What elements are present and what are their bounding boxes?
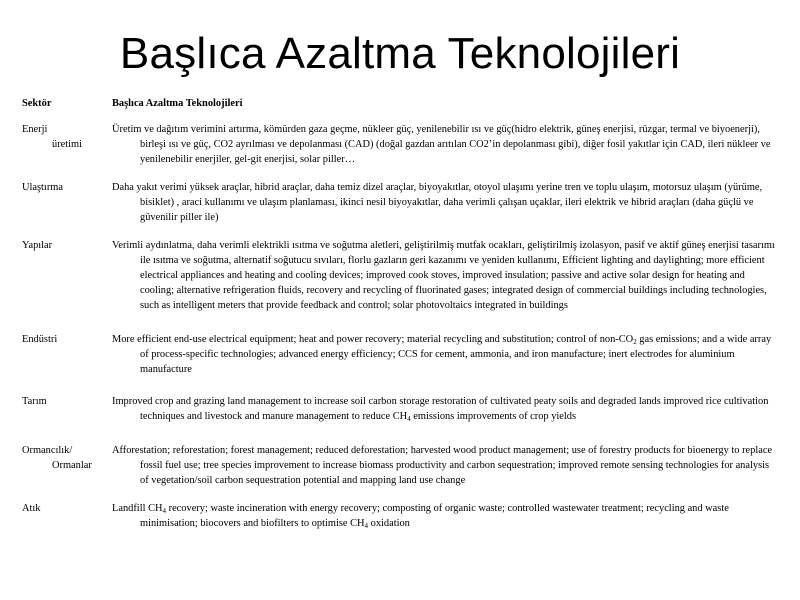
technologies-cell [112, 394, 780, 424]
table-row [22, 394, 780, 424]
table-row [22, 238, 780, 313]
sector-cell [22, 180, 112, 195]
technologies-cell [112, 332, 780, 377]
technologies-cell: Üretim ve dağıtım verimini artırma, kömürden gaza geçme, nükleer güç, yenilenebilir ısı ve güç(hidro elektrik, güneş enerjisi, rüzgar, termal ve biyoenerji), birleşi ısı ve güç, CO2 ayrılması ve depolanması (CAD) (doğal gazdan arıtılan CO2’in depolanması gibi), diğer fosil yakıtlar için CAD, ileri nükleer ve yenilenebilir enerjiler, gel-git enerjisi, solar piller… [112, 124, 771, 165]
sector-cell [22, 501, 112, 516]
table-row [22, 443, 780, 488]
technologies-cell [112, 501, 780, 531]
text-part: recovery; waste incineration with energy recovery; composting of organic waste; controlled wastewater treatment; recycling and waste minimisation; biocovers and biofilters to optimise CH [140, 503, 729, 529]
table-row [22, 180, 780, 225]
sector-label: Enerji [22, 124, 48, 135]
table-header-row [22, 96, 780, 111]
table-row [22, 332, 780, 377]
subscript: 4 [162, 507, 167, 515]
sector-label: Yapılar [22, 240, 53, 251]
subscript: 4 [407, 415, 411, 423]
technologies-cell: Daha yakıt verimi yüksek araçlar, hibrid araçlar, daha temiz dizel araçlar, biyoyakıtlar, otoyol ulaşımı yerine tren ve toplu ulaşım, motorsuz ulaşım (yürüme, bisiklet) , araci kullanımı ve ulaşım planlaması, ikinci nesil biyoyakıtlar, daha verimli çalışan uçaklar, ileri elektrik ve hibrid araçları (daha güçlü ve güvenilir piller ile) [112, 182, 763, 223]
slide-title: Başlıca Azaltma Teknolojileri [119, 29, 681, 78]
sector-cell [22, 332, 112, 347]
sector-label: Tarım [22, 396, 47, 407]
subscript: 2 [633, 338, 637, 346]
sector-cell [22, 238, 112, 253]
subscript: 4 [364, 522, 369, 530]
sector-label: Ormancılık/ [22, 445, 73, 456]
technologies-cell: Afforestation; reforestation; forest management; reduced deforestation; harvested wood product management; use of forestry products for bioenergy to replace fossil fuel use; tree species improvement to increase biomass productivity and carbon sequestration; improved remote sensing technologies for analysis of vegetation/soil carbon sequestration potential and mapping land use change [112, 445, 773, 486]
sector-label: Atık [22, 503, 41, 514]
sector-label-cont: Ormanlar [52, 460, 92, 471]
sector-cell [22, 394, 112, 409]
sector-cell [22, 443, 112, 473]
sector-cell [22, 122, 112, 152]
text-part: Landfill CH [112, 503, 163, 514]
text-part: emissions improvements of crop yields [410, 411, 577, 422]
mitigation-table [22, 96, 780, 531]
sector-label: Endüstri [22, 334, 58, 345]
text-part: oxidation [368, 518, 410, 529]
technologies-cell: Verimli aydınlatma, daha verimli elektrikli ısıtma ve soğutma aletleri, geliştirilmiş mutfak ocakları, geliştirilmiş izolasyon, pasif ve aktif güneş enerjisi tasarımı ile ısıtma ve soğutma, alternatif soğutucu sıvıları, florlu gazların geri kazanımı ve yeniden kullanımı, Efficient lighting and daylighting; more efficient electrical appliances and heating and cooling devices; improved cook stoves, improved insulation; passive and active solar design for heating and cooling; alternative refrigeration fluids, recovery and recycling of fluorinated gases; integrated design of commercial buildings including technologies, such as intelligent meters that provide feedback and control; solar photovoltaics integrated in buildings [112, 240, 775, 311]
table-row [22, 501, 780, 531]
table-row [22, 122, 780, 167]
text-part: More efficient end-use electrical equipment; heat and power recovery; material recycling and substitution; control of non-CO [112, 334, 634, 345]
text-part: gas emissions; and a wide array of process-specific technologies; advanced energy efficiency; CCS for cement, ammonia, and iron manufacture; inert electrodes for aluminium manufacture [140, 334, 772, 375]
sector-label: Ulaştırma [22, 182, 63, 193]
header-sector: Sektör [22, 98, 52, 109]
text-part: Improved crop and grazing land management to increase soil carbon storage restoration of cultivated peaty soils and degraded lands improved rice cultivation techniques and livestock and manure management to reduce CH [112, 396, 769, 422]
sector-label-cont: üretimi [52, 139, 83, 150]
header-technologies: Başlıca Azaltma Teknolojileri [112, 98, 243, 109]
